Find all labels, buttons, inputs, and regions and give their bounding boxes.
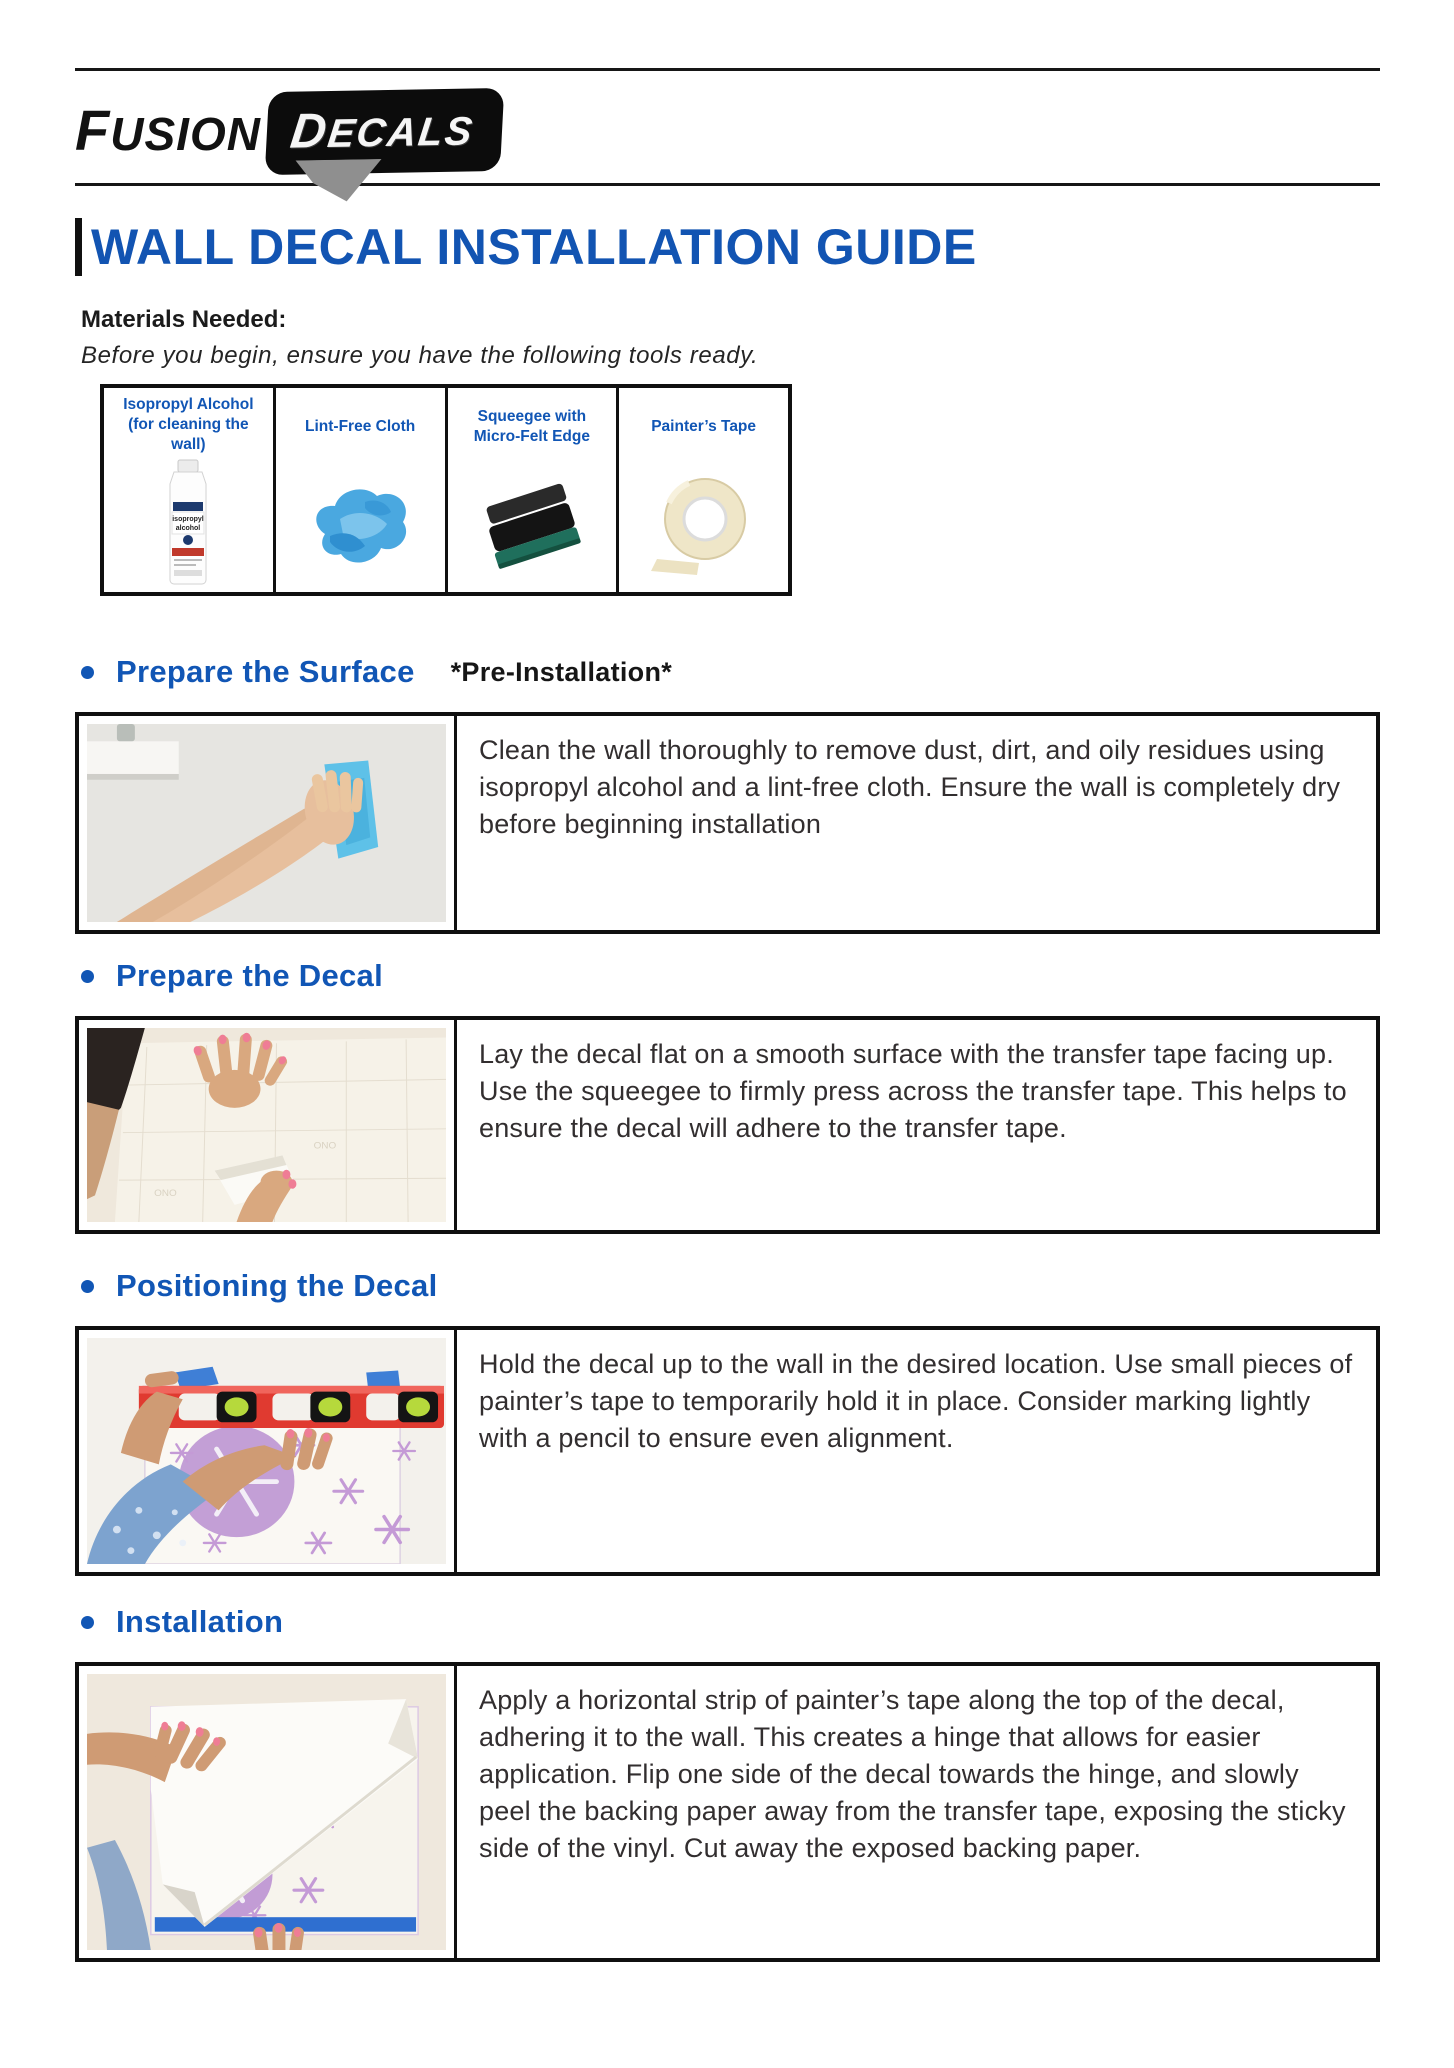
installation-guide-page	[0, 68, 1454, 2068]
brand-logo	[75, 85, 1380, 177]
painters-tape-roll-icon	[639, 462, 769, 592]
page-title: WALL DECAL INSTALLATION GUIDE	[91, 218, 977, 275]
step-row-installation	[75, 1662, 1380, 1962]
logo-peel-tail-icon	[293, 158, 381, 201]
svg-text:alcohol: alcohol	[176, 525, 201, 532]
bullet-icon	[81, 1616, 94, 1629]
header-top-rule	[75, 68, 1380, 71]
step-body-text: Hold the decal up to the wall in the desired location. Use small pieces of painter’s tape to temporarily hold it in place. Consider marking lightly with a pencil to ensure even alignment.	[479, 1349, 1353, 1453]
header-bottom-rule	[75, 183, 1380, 186]
step-row-prepare-decal	[75, 1016, 1380, 1234]
lint-free-cloth-icon	[295, 462, 425, 592]
svg-text:ONO: ONO	[313, 1139, 337, 1150]
title-row	[75, 218, 1380, 276]
positioning-photo	[79, 1330, 457, 1572]
materials-heading: Materials Needed:	[81, 306, 287, 333]
material-cell-squeegee	[448, 388, 620, 592]
step-body-text: Lay the decal flat on a smooth surface with the transfer tape facing up. Use the squeegee to firmly press across the transfer tape. This helps to ensure the decal will adhere to the transfer tape.	[479, 1039, 1347, 1143]
pre-installation-note: *Pre-Installation*	[450, 656, 673, 687]
section-title: Prepare the Surface	[116, 654, 415, 689]
bullet-icon	[81, 666, 94, 679]
section-title: Prepare the Decal	[116, 958, 384, 993]
svg-text:ONO: ONO	[154, 1186, 177, 1198]
wall-cleaning-photo	[79, 716, 457, 930]
material-label: Squeegee with Micro-Felt Edge	[473, 407, 590, 445]
squeegee-icon	[467, 462, 597, 592]
section-title: Installation	[116, 1604, 284, 1639]
section-heading-prepare-decal	[81, 958, 1380, 994]
step-body-text: Clean the wall thoroughly to remove dust, dirt, and oily residues using isopropyl alcohol and a lint-free cloth. Ensure the wall is completely dry before beginning installation	[479, 735, 1341, 839]
bullet-icon	[81, 970, 94, 983]
decal-prep-photo	[79, 1020, 457, 1230]
logo-decals-text: DECALS	[287, 103, 477, 159]
installation-photo	[79, 1666, 457, 1958]
section-title: Positioning the Decal	[116, 1268, 438, 1303]
section-heading-prepare-surface	[81, 654, 1380, 690]
isopropyl-alcohol-bottle-icon	[128, 458, 248, 592]
step-row-prepare-surface	[75, 712, 1380, 934]
svg-text:isopropyl: isopropyl	[172, 516, 205, 523]
bullet-icon	[81, 1280, 94, 1293]
material-cell-tape	[619, 388, 788, 592]
section-heading-installation	[81, 1604, 1380, 1640]
logo-decals-badge	[267, 90, 502, 173]
material-label: Painter’s Tape	[651, 417, 757, 435]
materials-table	[100, 384, 792, 596]
material-label: Isopropyl Alcohol (for cleaning the wall)	[123, 395, 254, 454]
material-cell-isopropyl	[104, 388, 276, 592]
step-row-positioning	[75, 1326, 1380, 1576]
material-cell-cloth	[276, 388, 448, 592]
material-label: Lint-Free Cloth	[305, 417, 416, 435]
title-accent-bar	[75, 218, 82, 276]
section-heading-positioning	[81, 1268, 1380, 1304]
logo-fusion-text: FUSION	[75, 98, 261, 162]
materials-subheading: Before you begin, ensure you have the following tools ready.	[81, 342, 759, 369]
step-body-text: Apply a horizontal strip of painter’s tape along the top of the decal, adhering it to the wall. This creates a hinge that allows for easier application. Flip one side of the decal towards the hinge, and slowly peel the backing paper away from the transfer tape, exposing the sticky side of the vinyl. Cut away the exposed backing paper.	[479, 1685, 1346, 1863]
